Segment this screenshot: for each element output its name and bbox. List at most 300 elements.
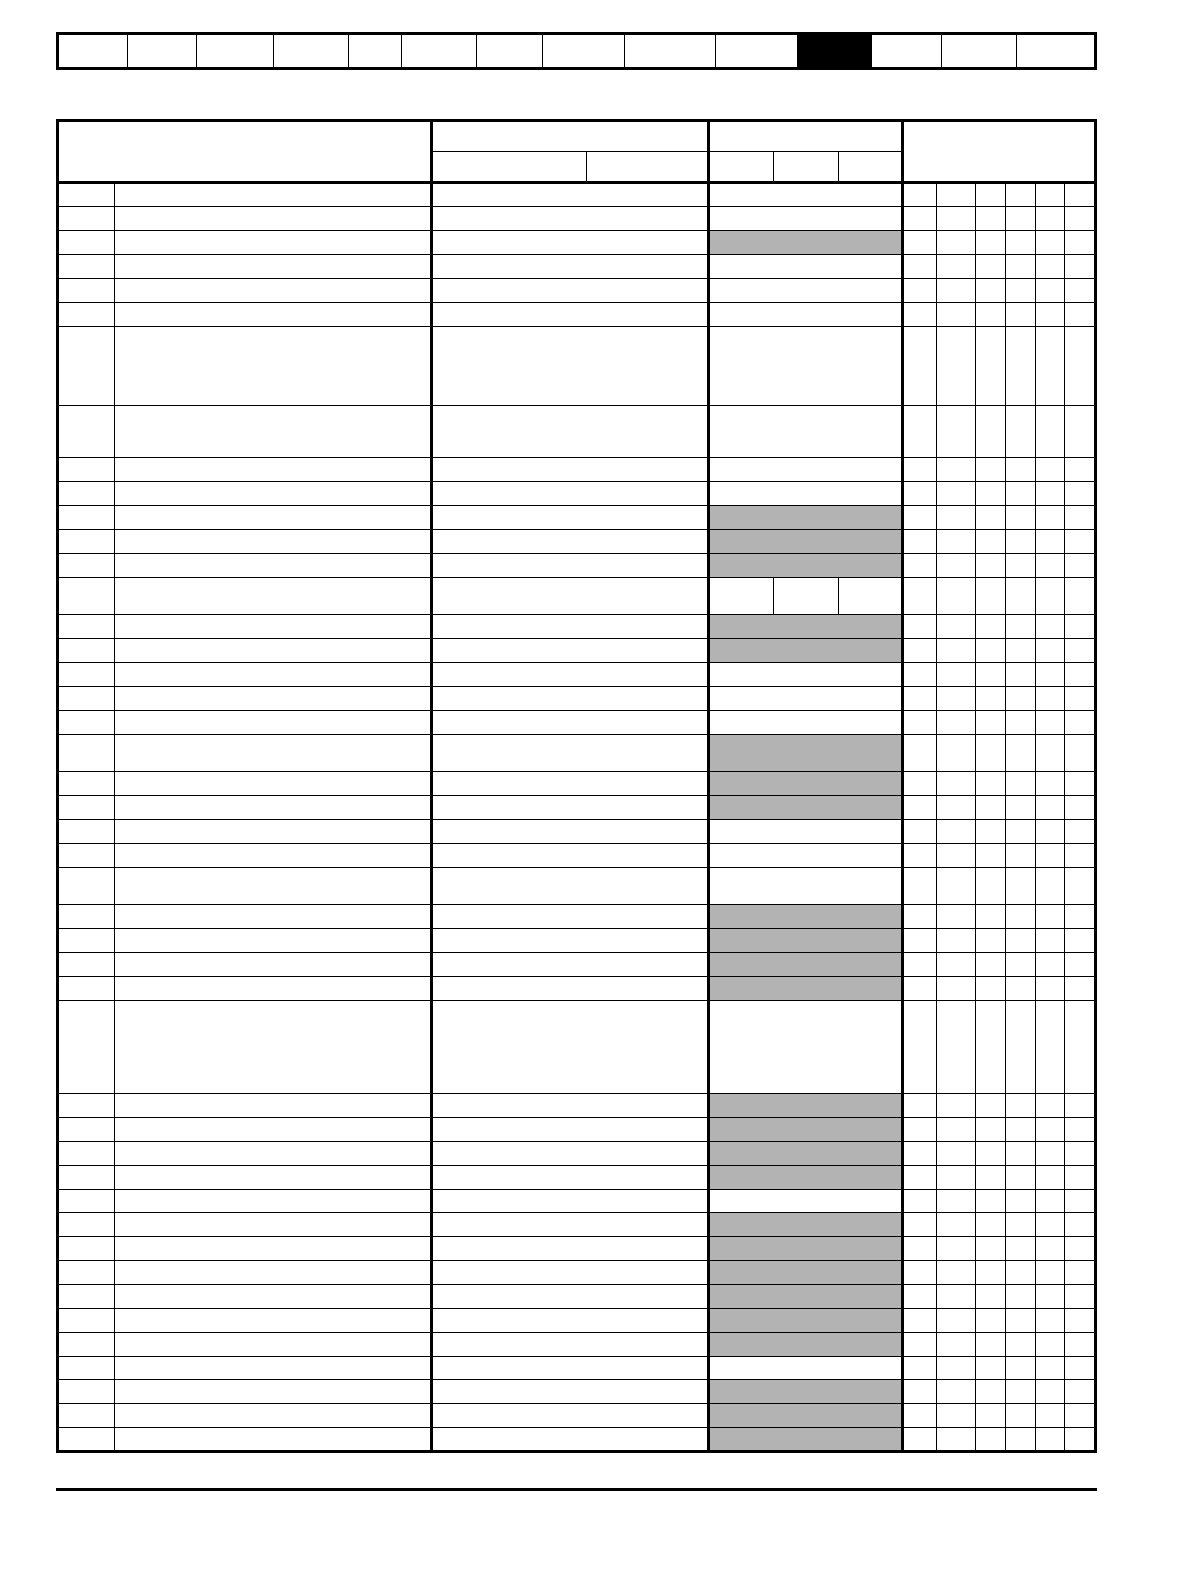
type-flag-cell — [937, 615, 976, 639]
type-flag-cell — [976, 1237, 1006, 1261]
type-flag-cell — [903, 1237, 937, 1261]
range-cell — [432, 231, 709, 255]
type-flag-cell — [976, 1333, 1006, 1357]
type-flag-cell — [976, 303, 1006, 327]
type-flag-cell — [1006, 1142, 1036, 1166]
type-flag-cell — [1006, 530, 1036, 554]
type-flag-cell — [903, 929, 937, 953]
range-cell — [432, 458, 709, 482]
range-cell — [432, 1357, 709, 1380]
parameter-name-cell — [115, 406, 432, 458]
type-flag-cell — [1006, 327, 1036, 406]
type-flag-cell — [1006, 977, 1036, 1001]
type-flag-cell — [937, 820, 976, 844]
parameter-name-cell — [115, 977, 432, 1001]
type-flag-cell — [903, 735, 937, 772]
type-flag-cell — [1006, 1237, 1036, 1261]
type-flag-cell — [1036, 1166, 1065, 1190]
type-flag-cell — [1036, 506, 1065, 530]
type-flag-cell — [937, 279, 976, 303]
parameter-number-cell — [58, 844, 115, 868]
parameter-name-cell — [115, 868, 432, 905]
parameter-name-cell — [115, 1285, 432, 1309]
type-flag-cell — [976, 1190, 1006, 1213]
type-flag-cell — [976, 796, 1006, 820]
nav-tab-6[interactable] — [402, 35, 477, 67]
type-flag-cell — [976, 687, 1006, 711]
parameter-name-cell — [115, 183, 432, 207]
type-flag-cell — [937, 506, 976, 530]
type-flag-cell — [903, 207, 937, 231]
range-header — [432, 121, 709, 152]
type-flag-cell — [1006, 929, 1036, 953]
type-flag-cell — [1006, 458, 1036, 482]
default-cell — [709, 578, 774, 615]
parameter-number-cell — [58, 1237, 115, 1261]
type-flag-cell — [1006, 506, 1036, 530]
table-row — [58, 1285, 1096, 1309]
parameter-number-cell — [58, 687, 115, 711]
type-flag-cell — [937, 735, 976, 772]
parameter-number-cell — [58, 530, 115, 554]
type-flag-cell — [1065, 530, 1096, 554]
default-cell — [709, 1001, 903, 1094]
nav-tab-9[interactable] — [625, 35, 716, 67]
type-flag-cell — [903, 977, 937, 1001]
type-flag-cell — [976, 820, 1006, 844]
default-cell — [709, 868, 903, 905]
type-flag-cell — [976, 1001, 1006, 1094]
type-flag-cell — [1006, 820, 1036, 844]
parameter-name-cell — [115, 639, 432, 663]
table-row — [58, 207, 1096, 231]
type-flag-cell — [1065, 687, 1096, 711]
parameter-name-cell — [115, 663, 432, 687]
type-flag-cell — [1065, 1380, 1096, 1404]
type-flag-cell — [1006, 1001, 1036, 1094]
type-flag-cell — [903, 1404, 937, 1428]
default-header — [709, 121, 903, 152]
nav-tab-8[interactable] — [543, 35, 625, 67]
type-flag-cell — [1036, 977, 1065, 1001]
default-cell — [709, 1118, 903, 1142]
type-flag-cell — [1065, 1404, 1096, 1428]
type-flag-cell — [903, 1261, 937, 1285]
type-flag-cell — [976, 977, 1006, 1001]
type-flag-cell — [937, 207, 976, 231]
parameter-name-cell — [115, 303, 432, 327]
type-flag-cell — [937, 1213, 976, 1237]
type-flag-cell — [1065, 207, 1096, 231]
type-flag-cell — [1065, 303, 1096, 327]
range-cell — [432, 406, 709, 458]
parameter-name-cell — [115, 1142, 432, 1166]
range-cell — [432, 1404, 709, 1428]
parameter-name-cell — [115, 506, 432, 530]
parameter-number-cell — [58, 554, 115, 578]
default-cell — [709, 458, 903, 482]
type-flag-cell — [937, 1309, 976, 1333]
parameter-name-cell — [115, 1118, 432, 1142]
type-flag-cell — [1006, 1404, 1036, 1428]
parameter-number-cell — [58, 615, 115, 639]
type-flag-cell — [976, 255, 1006, 279]
table-row — [58, 1166, 1096, 1190]
default-cell — [709, 1309, 903, 1333]
type-flag-cell — [976, 844, 1006, 868]
parameter-name-cell — [115, 578, 432, 615]
parameter-name-cell — [115, 327, 432, 406]
type-flag-cell — [1036, 183, 1065, 207]
default-cell — [709, 663, 903, 687]
table-row — [58, 578, 1096, 615]
type-flag-cell — [1065, 977, 1096, 1001]
range-cell — [432, 1380, 709, 1404]
table-row — [58, 482, 1096, 506]
nav-tab-10[interactable] — [716, 35, 798, 67]
type-flag-cell — [1006, 1309, 1036, 1333]
default-subheader-1 — [709, 152, 774, 183]
type-flag-cell — [903, 482, 937, 506]
parameter-number-cell — [58, 953, 115, 977]
type-flag-cell — [1006, 1094, 1036, 1118]
type-flag-cell — [903, 578, 937, 615]
range-subheader-1 — [432, 152, 587, 183]
parameter-number-cell — [58, 578, 115, 615]
type-flag-cell — [937, 953, 976, 977]
range-cell — [432, 303, 709, 327]
parameter-number-cell — [58, 506, 115, 530]
table-row — [58, 953, 1096, 977]
table-row — [58, 868, 1096, 905]
type-flag-cell — [903, 844, 937, 868]
type-flag-cell — [1065, 482, 1096, 506]
type-flag-cell — [976, 615, 1006, 639]
type-flag-cell — [937, 406, 976, 458]
type-flag-cell — [903, 1428, 937, 1452]
default-cell — [709, 615, 903, 639]
default-cell — [709, 1094, 903, 1118]
type-flag-cell — [1036, 1309, 1065, 1333]
type-flag-cell — [1006, 554, 1036, 578]
type-flag-cell — [976, 1142, 1006, 1166]
type-flag-cell — [1065, 1190, 1096, 1213]
range-cell — [432, 1118, 709, 1142]
parameter-name-cell — [115, 796, 432, 820]
default-cell — [709, 231, 903, 255]
parameter-number-cell — [58, 929, 115, 953]
type-flag-cell — [903, 530, 937, 554]
default-cell — [709, 255, 903, 279]
parameter-number-cell — [58, 1118, 115, 1142]
table-row — [58, 1357, 1096, 1380]
type-flag-cell — [1036, 303, 1065, 327]
type-flag-cell — [1036, 735, 1065, 772]
type-flag-cell — [937, 578, 976, 615]
type-flag-cell — [976, 953, 1006, 977]
type-header — [903, 121, 1096, 183]
parameter-name-cell — [115, 231, 432, 255]
type-flag-cell — [976, 772, 1006, 796]
range-cell — [432, 868, 709, 905]
type-flag-cell — [903, 1118, 937, 1142]
type-flag-cell — [1065, 735, 1096, 772]
parameter-name-cell — [115, 1166, 432, 1190]
type-flag-cell — [1036, 663, 1065, 687]
default-cell — [709, 1166, 903, 1190]
range-cell — [432, 207, 709, 231]
range-cell — [432, 977, 709, 1001]
type-flag-cell — [903, 327, 937, 406]
default-subheader-2 — [774, 152, 839, 183]
type-flag-cell — [937, 1142, 976, 1166]
parameter-name-cell — [115, 1213, 432, 1237]
range-cell — [432, 820, 709, 844]
type-flag-cell — [1065, 578, 1096, 615]
type-flag-cell — [1065, 905, 1096, 929]
type-flag-cell — [1036, 1285, 1065, 1309]
table-row — [58, 458, 1096, 482]
type-flag-cell — [1036, 231, 1065, 255]
type-flag-cell — [1006, 482, 1036, 506]
type-flag-cell — [976, 578, 1006, 615]
type-flag-cell — [1036, 1237, 1065, 1261]
parameter-number-cell — [58, 1166, 115, 1190]
type-flag-cell — [1036, 255, 1065, 279]
type-flag-cell — [1006, 1428, 1036, 1452]
type-flag-cell — [1006, 687, 1036, 711]
type-flag-cell — [903, 905, 937, 929]
type-flag-cell — [903, 1166, 937, 1190]
range-cell — [432, 530, 709, 554]
type-flag-cell — [1065, 639, 1096, 663]
parameter-number-cell — [58, 735, 115, 772]
default-cell — [709, 820, 903, 844]
type-flag-cell — [1036, 1428, 1065, 1452]
type-flag-cell — [937, 1237, 976, 1261]
type-flag-cell — [937, 844, 976, 868]
parameter-number-cell — [58, 868, 115, 905]
range-cell — [432, 711, 709, 735]
default-cell — [709, 207, 903, 231]
type-flag-cell — [1065, 1001, 1096, 1094]
type-flag-cell — [976, 506, 1006, 530]
type-flag-cell — [1065, 844, 1096, 868]
default-cell — [709, 639, 903, 663]
table-row — [58, 1380, 1096, 1404]
type-flag-cell — [1036, 1357, 1065, 1380]
parameter-number-cell — [58, 711, 115, 735]
type-flag-cell — [937, 1428, 976, 1452]
default-cell — [709, 735, 903, 772]
type-flag-cell — [903, 458, 937, 482]
nav-tab-3[interactable] — [197, 35, 274, 67]
type-flag-cell — [903, 953, 937, 977]
type-flag-cell — [1036, 929, 1065, 953]
type-flag-cell — [937, 327, 976, 406]
range-cell — [432, 1190, 709, 1213]
type-flag-cell — [1006, 303, 1036, 327]
type-flag-cell — [1065, 1285, 1096, 1309]
default-cell — [709, 796, 903, 820]
parameter-name-cell — [115, 820, 432, 844]
parameter-name-cell — [115, 844, 432, 868]
type-flag-cell — [1006, 1285, 1036, 1309]
parameter-number-cell — [58, 639, 115, 663]
nav-tab-4[interactable] — [274, 35, 350, 67]
table-row — [58, 530, 1096, 554]
type-flag-cell — [1036, 687, 1065, 711]
type-flag-cell — [1036, 279, 1065, 303]
range-cell — [432, 735, 709, 772]
type-flag-cell — [937, 711, 976, 735]
type-flag-cell — [1006, 1166, 1036, 1190]
type-flag-cell — [1006, 1190, 1036, 1213]
type-flag-cell — [976, 231, 1006, 255]
type-flag-cell — [1036, 615, 1065, 639]
type-flag-cell — [1006, 735, 1036, 772]
type-flag-cell — [1065, 772, 1096, 796]
range-cell — [432, 1333, 709, 1357]
parameter-number-cell — [58, 1213, 115, 1237]
table-row — [58, 711, 1096, 735]
type-flag-cell — [903, 820, 937, 844]
type-flag-cell — [1036, 796, 1065, 820]
parameter-header — [58, 121, 432, 183]
type-flag-cell — [1065, 554, 1096, 578]
type-flag-cell — [1006, 1333, 1036, 1357]
type-flag-cell — [976, 554, 1006, 578]
type-flag-cell — [976, 735, 1006, 772]
nav-tab-7[interactable] — [477, 35, 544, 67]
table-row — [58, 1094, 1096, 1118]
parameter-name-cell — [115, 687, 432, 711]
type-flag-cell — [937, 663, 976, 687]
parameter-number-cell — [58, 482, 115, 506]
range-cell — [432, 1428, 709, 1452]
parameter-name-cell — [115, 554, 432, 578]
type-flag-cell — [1065, 1094, 1096, 1118]
parameter-number-cell — [58, 1404, 115, 1428]
type-flag-cell — [937, 687, 976, 711]
type-flag-cell — [1006, 844, 1036, 868]
parameter-number-cell — [58, 1333, 115, 1357]
parameter-number-cell — [58, 977, 115, 1001]
nav-tab-14[interactable] — [1017, 35, 1094, 67]
type-flag-cell — [937, 183, 976, 207]
type-flag-cell — [903, 506, 937, 530]
type-flag-cell — [1065, 1237, 1096, 1261]
type-flag-cell — [1065, 663, 1096, 687]
top-navigation-bar — [56, 32, 1097, 70]
type-flag-cell — [976, 1285, 1006, 1309]
table-row — [58, 796, 1096, 820]
range-cell — [432, 578, 709, 615]
type-flag-cell — [1036, 1380, 1065, 1404]
parameter-name-cell — [115, 1404, 432, 1428]
type-flag-cell — [937, 905, 976, 929]
table-row — [58, 1213, 1096, 1237]
range-subheader-2 — [587, 152, 709, 183]
default-cell — [709, 506, 903, 530]
table-row — [58, 279, 1096, 303]
nav-tab-2[interactable] — [128, 35, 198, 67]
type-flag-cell — [1065, 711, 1096, 735]
type-flag-cell — [1036, 1213, 1065, 1237]
range-cell — [432, 1261, 709, 1285]
type-flag-cell — [1036, 327, 1065, 406]
nav-tab-11[interactable] — [798, 35, 873, 67]
parameter-number-cell — [58, 1001, 115, 1094]
parameter-number-cell — [58, 1380, 115, 1404]
range-cell — [432, 482, 709, 506]
type-flag-cell — [976, 639, 1006, 663]
type-flag-cell — [903, 255, 937, 279]
type-flag-cell — [903, 406, 937, 458]
type-flag-cell — [903, 1213, 937, 1237]
default-cell — [709, 905, 903, 929]
type-flag-cell — [937, 482, 976, 506]
nav-tab-5[interactable] — [349, 35, 402, 67]
type-flag-cell — [976, 1213, 1006, 1237]
type-flag-cell — [1036, 953, 1065, 977]
range-cell — [432, 1166, 709, 1190]
default-cell — [709, 303, 903, 327]
type-flag-cell — [1065, 231, 1096, 255]
type-flag-cell — [976, 1428, 1006, 1452]
table-row — [58, 506, 1096, 530]
type-flag-cell — [976, 482, 1006, 506]
type-flag-cell — [1065, 1213, 1096, 1237]
type-flag-cell — [1065, 1333, 1096, 1357]
table-row — [58, 1001, 1096, 1094]
parameter-number-cell — [58, 1428, 115, 1452]
nav-tab-13[interactable] — [942, 35, 1018, 67]
type-flag-cell — [1036, 1142, 1065, 1166]
default-cell — [774, 578, 839, 615]
parameter-number-cell — [58, 1357, 115, 1380]
range-cell — [432, 639, 709, 663]
range-cell — [432, 1285, 709, 1309]
type-flag-cell — [903, 868, 937, 905]
default-cell — [709, 772, 903, 796]
nav-tab-12[interactable] — [872, 35, 942, 67]
parameter-number-cell — [58, 663, 115, 687]
range-cell — [432, 327, 709, 406]
type-flag-cell — [1006, 711, 1036, 735]
parameter-number-cell — [58, 327, 115, 406]
parameter-name-cell — [115, 1380, 432, 1404]
type-flag-cell — [937, 1190, 976, 1213]
parameter-number-cell — [58, 231, 115, 255]
table-row — [58, 1237, 1096, 1261]
type-flag-cell — [976, 929, 1006, 953]
type-flag-cell — [903, 711, 937, 735]
parameter-number-cell — [58, 255, 115, 279]
nav-tab-1[interactable] — [59, 35, 128, 67]
type-flag-cell — [1036, 1261, 1065, 1285]
range-cell — [432, 844, 709, 868]
type-flag-cell — [937, 1285, 976, 1309]
type-flag-cell — [1006, 231, 1036, 255]
table-row — [58, 977, 1096, 1001]
type-flag-cell — [1006, 183, 1036, 207]
type-flag-cell — [1065, 796, 1096, 820]
type-flag-cell — [1036, 772, 1065, 796]
table-row — [58, 1190, 1096, 1213]
range-cell — [432, 255, 709, 279]
parameter-name-cell — [115, 482, 432, 506]
